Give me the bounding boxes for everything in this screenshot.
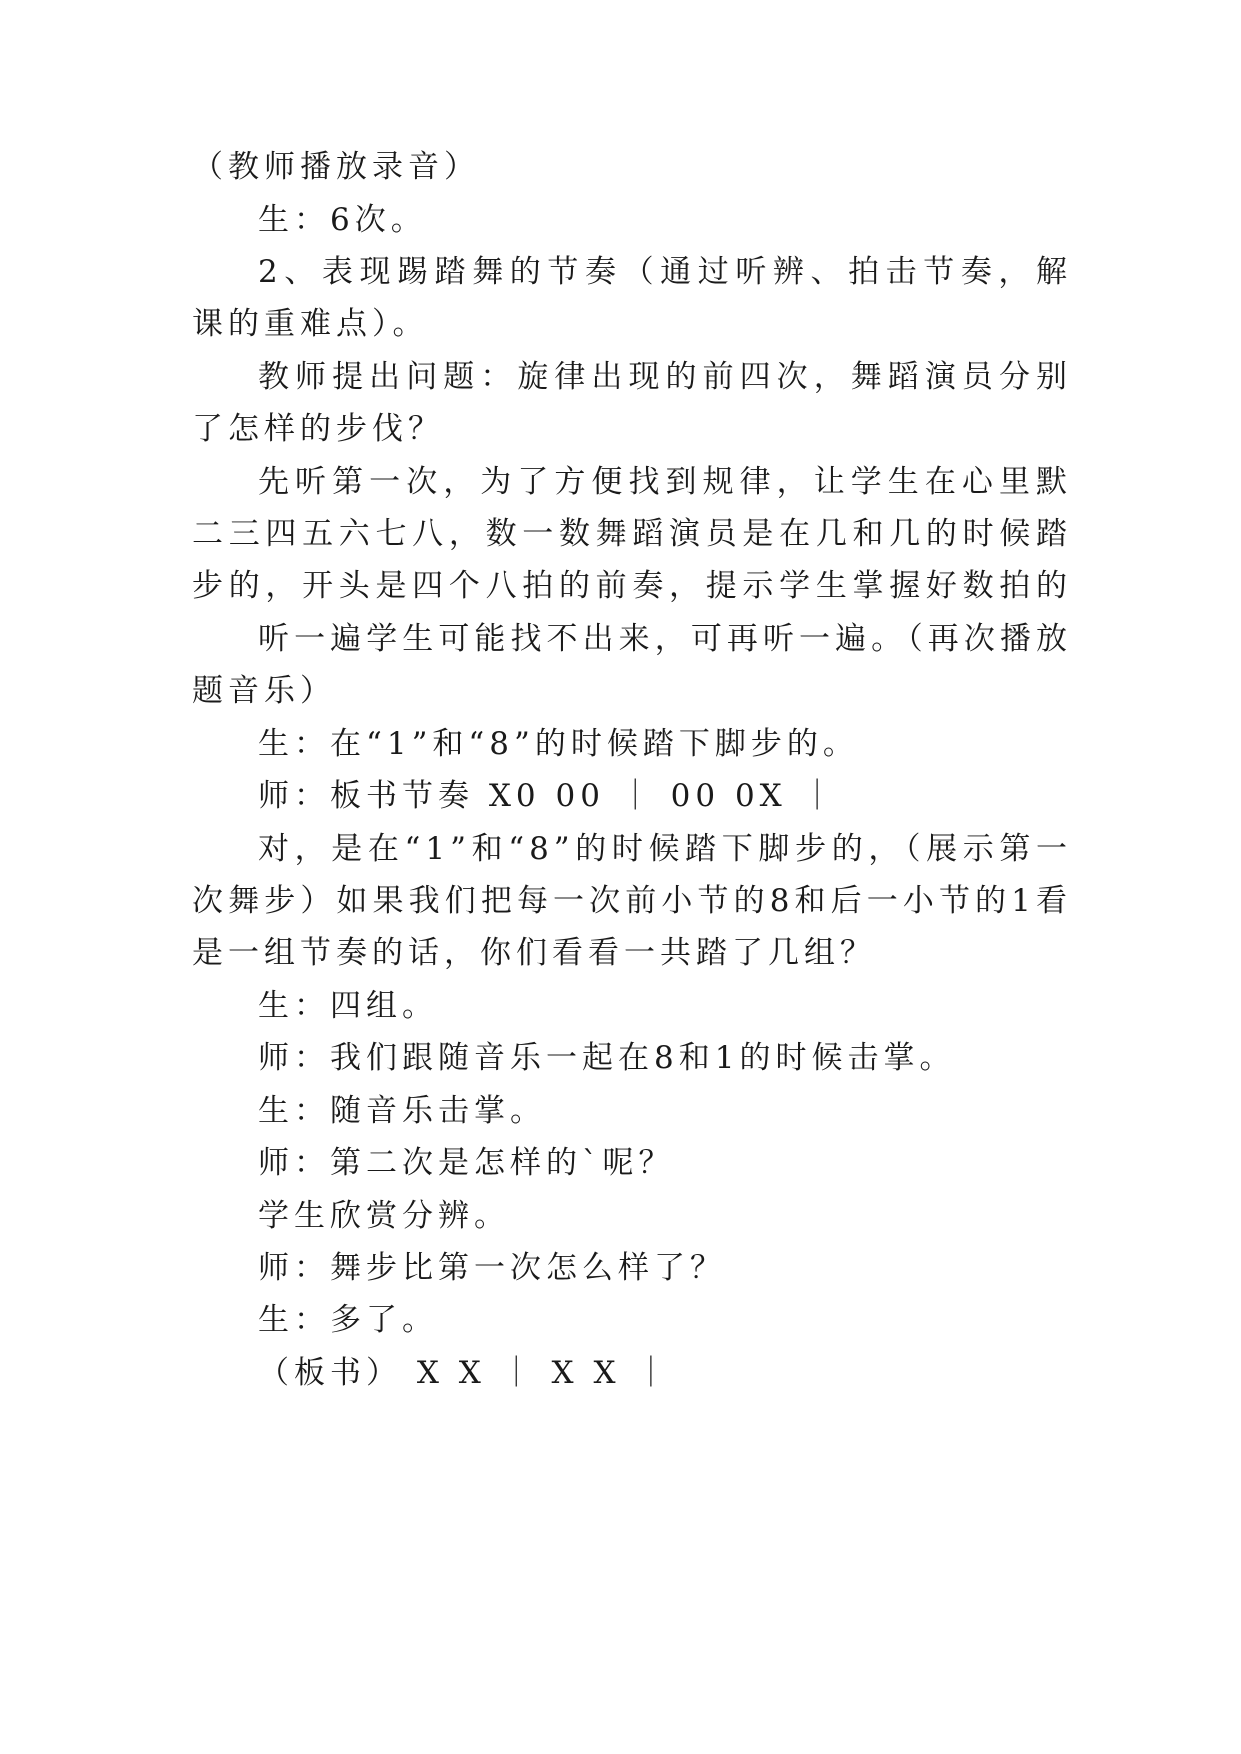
paragraph-line: 二三四五六七八，数一数舞蹈演员是在几和几的时候踏 bbox=[192, 516, 1072, 552]
paragraph-line: 先听第一次，为了方便找到规律，让学生在心里默 bbox=[258, 464, 1072, 500]
paragraph-line: 师：第二次是怎样的`呢？ bbox=[258, 1145, 675, 1181]
paragraph-line: 生：四组。 bbox=[258, 988, 438, 1024]
paragraph-line: 师：舞步比第一次怎么样了？ bbox=[258, 1250, 726, 1286]
paragraph-line: 师：我们跟随音乐一起在8和1的时候击掌。 bbox=[258, 1040, 956, 1076]
paragraph-line: 步的，开头是四个八拍的前奏，提示学生掌握好数拍的 bbox=[192, 568, 1072, 604]
paragraph-line: 生：在“1”和“8”的时候踏下脚步的。 bbox=[258, 726, 859, 762]
paragraph-line: 是一组节奏的话，你们看看一共踏了几组？ bbox=[192, 935, 876, 971]
paragraph-line: 了怎样的步伐？ bbox=[192, 411, 444, 447]
paragraph-line: 听一遍学生可能找不出来，可再听一遍。（再次播放 bbox=[258, 621, 1072, 657]
rhythm-notation-line: 师：板书节奏 X0 00 ｜ 00 0X ｜ bbox=[258, 778, 838, 814]
paragraph-line: 教师提出问题：旋律出现的前四次，舞蹈演员分别 bbox=[258, 359, 1072, 395]
paragraph-line: 生：多了。 bbox=[258, 1302, 438, 1338]
rhythm-notation-line: （板书） X X ｜ X X ｜ bbox=[258, 1355, 672, 1391]
paragraph-line: 次舞步）如果我们把每一次前小节的8和后一小节的1看 bbox=[192, 883, 1072, 919]
paragraph-line: 2、表现踢踏舞的节奏（通过听辨、拍击节奏，解 bbox=[258, 254, 1072, 290]
paragraph-line: （教师播放录音） bbox=[192, 149, 480, 185]
paragraph-line: 课的重难点）。 bbox=[192, 306, 429, 342]
paragraph-line: 生：随音乐击掌。 bbox=[258, 1093, 546, 1129]
paragraph-line: 学生欣赏分辨。 bbox=[258, 1198, 510, 1234]
paragraph-line: 题音乐） bbox=[192, 673, 336, 709]
paragraph-line: 生：6次。 bbox=[258, 202, 427, 238]
paragraph-line: 对，是在“1”和“8”的时候踏下脚步的，（展示第一 bbox=[258, 831, 1072, 867]
